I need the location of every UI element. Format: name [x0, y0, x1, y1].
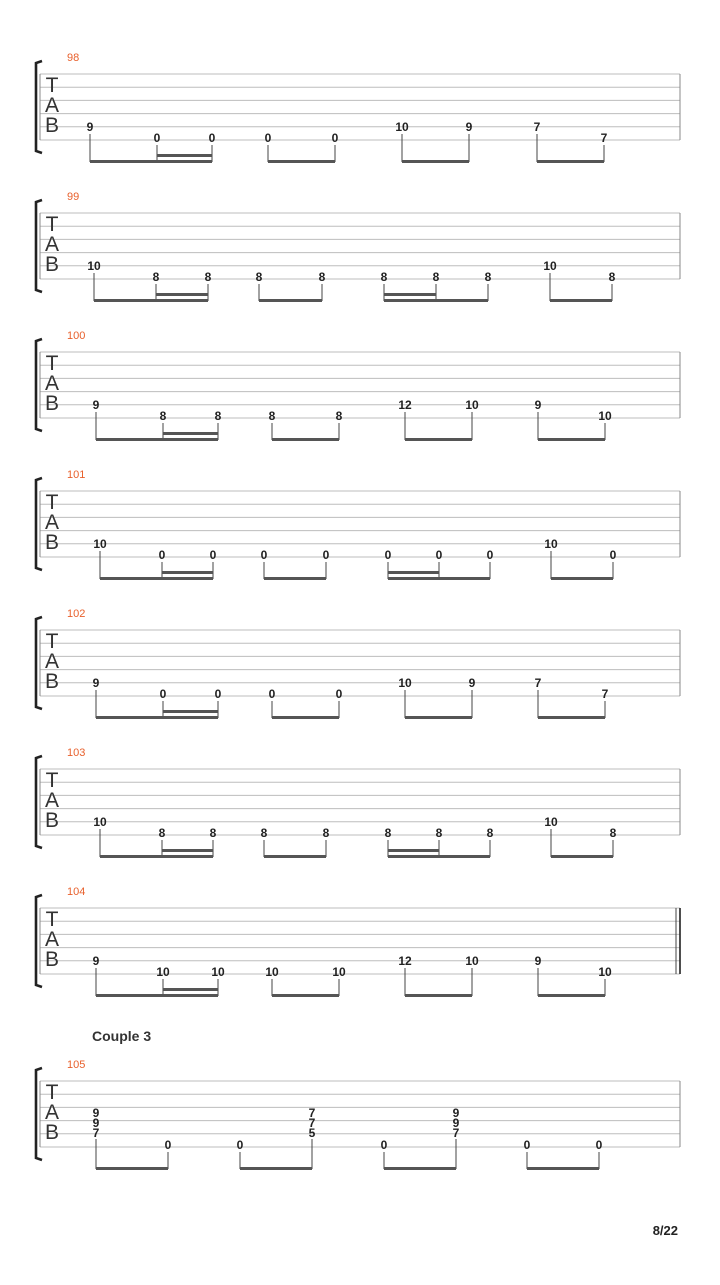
- fret-number: 0: [384, 548, 392, 562]
- fret-number: 8: [608, 270, 616, 284]
- fret-number: 9: [86, 120, 94, 134]
- fret-number: 0: [609, 548, 617, 562]
- measure-number: 102: [67, 608, 86, 620]
- fret-number: 10: [543, 259, 557, 273]
- fret-number: 8: [268, 409, 276, 423]
- system-bracket: [36, 339, 42, 431]
- secondary-beam: [384, 293, 436, 296]
- fret-number: 0: [322, 548, 330, 562]
- tab-clef-letter: A: [44, 650, 60, 673]
- staff-98: [36, 52, 680, 163]
- beam: [538, 438, 605, 441]
- fret-number: 8: [435, 826, 443, 840]
- tab-clef-letter: T: [45, 1081, 59, 1104]
- measure-number: 105: [67, 1059, 86, 1071]
- system-bracket: [36, 617, 42, 709]
- tab-clef-letter: A: [44, 789, 60, 812]
- measure-number: 100: [67, 330, 86, 342]
- fret-number: 12: [398, 954, 412, 968]
- tab-clef-letter: T: [45, 491, 59, 514]
- beam: [264, 577, 326, 580]
- fret-number: 9: [452, 1116, 460, 1130]
- fret-number: 9: [465, 120, 473, 134]
- measure-number: 98: [67, 52, 80, 64]
- beam: [272, 716, 339, 719]
- tab-clef-letter: B: [44, 809, 60, 832]
- tab-clef-letter: A: [44, 511, 60, 534]
- system-bracket: [36, 895, 42, 987]
- fret-number: 8: [380, 270, 388, 284]
- fret-number: 0: [164, 1138, 172, 1152]
- fret-number: 9: [92, 1106, 100, 1120]
- fret-number: 10: [544, 815, 558, 829]
- fret-number: 8: [214, 409, 222, 423]
- staff-103: [36, 747, 680, 858]
- system-bracket: [36, 478, 42, 570]
- staff-101: [36, 469, 680, 580]
- fret-number: 10: [87, 259, 101, 273]
- fret-number: 0: [209, 548, 217, 562]
- beam: [537, 160, 604, 163]
- system-bracket: [36, 61, 42, 153]
- fret-number: 10: [465, 398, 479, 412]
- fret-number: 8: [204, 270, 212, 284]
- fret-number: 9: [452, 1106, 460, 1120]
- beam: [551, 577, 613, 580]
- fret-number: 8: [152, 270, 160, 284]
- fret-number: 8: [318, 270, 326, 284]
- staff-105: [36, 1028, 680, 1170]
- tab-clef-letter: A: [44, 94, 60, 117]
- secondary-beam: [388, 849, 439, 852]
- beam: [402, 160, 469, 163]
- beam: [264, 855, 326, 858]
- section-title: Couple 3: [92, 1028, 152, 1044]
- secondary-beam: [162, 849, 213, 852]
- tab-clef-letter: A: [44, 1101, 60, 1124]
- fret-number: 12: [398, 398, 412, 412]
- page-number: 8/22: [652, 1223, 678, 1238]
- fret-number: 10: [398, 676, 412, 690]
- beam: [96, 438, 218, 441]
- tab-clef-letter: A: [44, 372, 60, 395]
- secondary-beam: [388, 571, 439, 574]
- tab-clef-letter: T: [45, 630, 59, 653]
- fret-number: 9: [92, 954, 100, 968]
- fret-number: 0: [153, 131, 161, 145]
- tab-clef-letter: T: [45, 908, 59, 931]
- fret-number: 0: [268, 687, 276, 701]
- secondary-beam: [163, 432, 218, 435]
- fret-number: 7: [600, 131, 608, 145]
- beam: [388, 855, 490, 858]
- beam: [550, 299, 612, 302]
- tab-clef-letter: T: [45, 769, 59, 792]
- fret-number: 10: [465, 954, 479, 968]
- beam: [538, 994, 605, 997]
- fret-number: 7: [601, 687, 609, 701]
- fret-number: 9: [534, 954, 542, 968]
- beam: [384, 299, 488, 302]
- fret-number: 7: [92, 1126, 100, 1140]
- fret-number: 8: [384, 826, 392, 840]
- fret-number: 10: [598, 409, 612, 423]
- fret-number: 8: [486, 826, 494, 840]
- fret-number: 0: [595, 1138, 603, 1152]
- fret-number: 7: [533, 120, 541, 134]
- staff-104: [36, 886, 680, 997]
- fret-number: 0: [236, 1138, 244, 1152]
- staff-99: [36, 191, 680, 302]
- secondary-beam: [156, 293, 208, 296]
- beam: [405, 994, 472, 997]
- tab-clef-letter: T: [45, 213, 59, 236]
- beam: [90, 160, 212, 163]
- fret-number: 10: [156, 965, 170, 979]
- fret-number: 8: [158, 826, 166, 840]
- beam: [96, 1167, 168, 1170]
- tab-clef-letter: T: [45, 352, 59, 375]
- tab-clef-letter: B: [44, 670, 60, 693]
- fret-number: 10: [395, 120, 409, 134]
- beam: [384, 1167, 456, 1170]
- tab-clef-letter: B: [44, 253, 60, 276]
- secondary-beam: [163, 988, 218, 991]
- fret-number: 10: [211, 965, 225, 979]
- beam: [240, 1167, 312, 1170]
- system-bracket: [36, 200, 42, 292]
- measure-number: 103: [67, 747, 86, 759]
- fret-number: 9: [92, 398, 100, 412]
- fret-number: 7: [452, 1126, 460, 1140]
- fret-number: 10: [93, 815, 107, 829]
- fret-number: 0: [158, 548, 166, 562]
- fret-number: 7: [308, 1106, 316, 1120]
- fret-number: 0: [208, 131, 216, 145]
- fret-number: 5: [308, 1126, 316, 1140]
- fret-number: 9: [92, 1116, 100, 1130]
- fret-number: 8: [609, 826, 617, 840]
- fret-number: 0: [380, 1138, 388, 1152]
- fret-number: 8: [335, 409, 343, 423]
- staff-102: [36, 608, 680, 719]
- system-bracket: [36, 756, 42, 848]
- tab-clef-letter: A: [44, 233, 60, 256]
- tab-clef-letter: B: [44, 114, 60, 137]
- beam: [100, 855, 213, 858]
- fret-number: 10: [93, 537, 107, 551]
- fret-number: 0: [435, 548, 443, 562]
- fret-number: 10: [265, 965, 279, 979]
- fret-number: 0: [214, 687, 222, 701]
- fret-number: 0: [264, 131, 272, 145]
- fret-number: 10: [598, 965, 612, 979]
- beam: [405, 438, 472, 441]
- fret-number: 0: [260, 548, 268, 562]
- tab-clef-letter: A: [44, 928, 60, 951]
- beam: [388, 577, 490, 580]
- fret-number: 8: [255, 270, 263, 284]
- measure-number: 104: [67, 886, 86, 898]
- beam: [94, 299, 208, 302]
- beam: [96, 994, 218, 997]
- beam: [527, 1167, 599, 1170]
- fret-number: 9: [534, 398, 542, 412]
- fret-number: 0: [331, 131, 339, 145]
- tab-clef-letter: B: [44, 1121, 60, 1144]
- tab-clef-letter: B: [44, 531, 60, 554]
- beam: [272, 438, 339, 441]
- tab-clef-letter: T: [45, 74, 59, 97]
- fret-number: 8: [260, 826, 268, 840]
- fret-number: 0: [159, 687, 167, 701]
- beam: [551, 855, 613, 858]
- beam: [100, 577, 213, 580]
- measure-number: 99: [67, 191, 80, 203]
- secondary-beam: [163, 710, 218, 713]
- fret-number: 8: [322, 826, 330, 840]
- measure-number: 101: [67, 469, 86, 481]
- beam: [272, 994, 339, 997]
- fret-number: 0: [335, 687, 343, 701]
- fret-number: 7: [308, 1116, 316, 1130]
- tab-clef-letter: B: [44, 948, 60, 971]
- fret-number: 0: [523, 1138, 531, 1152]
- fret-number: 9: [468, 676, 476, 690]
- beam: [259, 299, 322, 302]
- secondary-beam: [162, 571, 213, 574]
- beam: [268, 160, 335, 163]
- beam: [96, 716, 218, 719]
- fret-number: 8: [432, 270, 440, 284]
- fret-number: 0: [486, 548, 494, 562]
- fret-number: 10: [332, 965, 346, 979]
- fret-number: 7: [534, 676, 542, 690]
- fret-number: 8: [159, 409, 167, 423]
- tab-clef-letter: B: [44, 392, 60, 415]
- fret-number: 8: [209, 826, 217, 840]
- fret-number: 9: [92, 676, 100, 690]
- staff-100: [36, 330, 680, 441]
- system-bracket: [36, 1068, 42, 1160]
- beam: [405, 716, 472, 719]
- beam: [538, 716, 605, 719]
- secondary-beam: [157, 154, 212, 157]
- fret-number: 8: [484, 270, 492, 284]
- fret-number: 10: [544, 537, 558, 551]
